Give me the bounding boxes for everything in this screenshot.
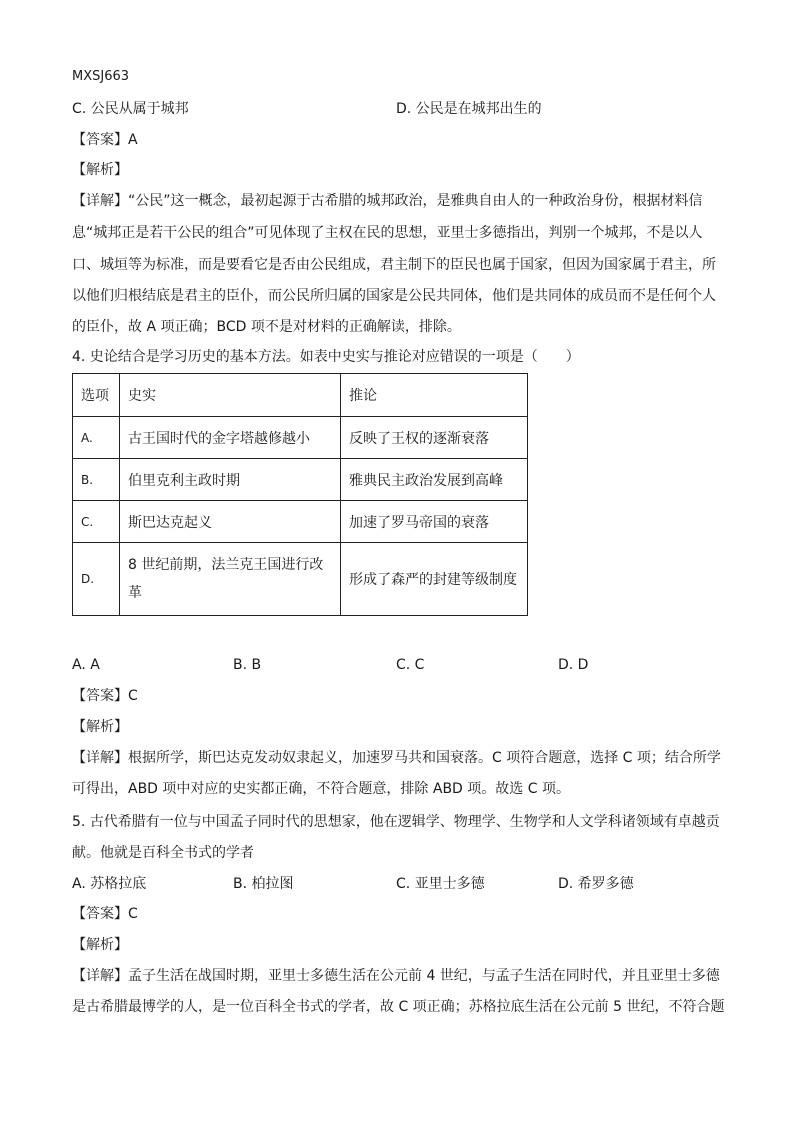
q3-option-d: D. 公民是在城邦出生的 <box>396 101 542 117</box>
q3-detail-line-4: 以他们归根结底是君主的臣仆，而公民所归属的国家是公民共同体，他们是共同体的成员而不是任何个人 <box>72 288 716 304</box>
table-row <box>73 501 528 543</box>
q4-option-d: D. D <box>558 657 589 673</box>
q5-answer <box>72 904 138 924</box>
detail-text: “公民”这一概念，最初起源于古希腊的城邦政治，是雅典自由人的一种政治身份，根据材料信 <box>128 193 703 209</box>
q4-option-c: C. C <box>396 657 425 673</box>
table-cell: D. <box>73 543 120 616</box>
q3-analysis-tag: 【解析】 <box>72 162 128 178</box>
table-header-cell: 选项 <box>73 374 120 417</box>
table-header-row <box>73 374 528 417</box>
detail-tag: 【详解】 <box>72 968 128 984</box>
q3-option-c: C. 公民从属于城邦 <box>72 101 189 117</box>
table-cell: B. <box>73 459 120 501</box>
q3-answer <box>72 130 138 150</box>
q5-option-b: B. 柏拉图 <box>233 876 294 892</box>
q3-detail-line-2: 息“城邦正是若干公民的组合”可见体现了主权在民的思想，亚里士多德指出，判别一个城邦，不是以人 <box>72 225 703 241</box>
q4-detail-line-2: 可得出，ABD 项中对应的史实都正确，不符合题意，排除 ABD 项。故选 C 项。 <box>72 781 570 797</box>
q3-detail-line-3: 口、城垣等为标准，而是要看它是否由公民组成，君主制下的臣民也属于国家，但因为国家属于君主，所 <box>72 257 716 273</box>
table-cell: 反映了王权的逐渐衰落 <box>341 417 528 459</box>
table-cell: 加速了罗马帝国的衰落 <box>341 501 528 543</box>
detail-tag: 【详解】 <box>72 750 128 766</box>
q4-detail-line-1 <box>72 748 721 768</box>
table-cell: 雅典民主政治发展到高峰 <box>341 459 528 501</box>
table-cell: C. <box>73 501 120 543</box>
q5-option-a: A. 苏格拉底 <box>72 876 147 892</box>
table-cell: 古王国时代的金字塔越修越小 <box>120 417 341 459</box>
table-row <box>73 459 528 501</box>
q4-option-b: B. B <box>233 657 262 673</box>
table-cell: 伯里克利主政时期 <box>120 459 341 501</box>
q5-detail-line-2: 是古希腊最博学的人，是一位百科全书式的学者，故 C 项正确；苏格拉底生活在公元前 5 世纪，不符合题 <box>72 999 725 1015</box>
q5-analysis-tag: 【解析】 <box>72 937 128 953</box>
detail-text: 根据所学，斯巴达克发动奴隶起义，加速罗马共和国衰落。C 项符合题意，选择 C 项；结合所学 <box>128 750 721 766</box>
table-row <box>73 417 528 459</box>
table-cell: 斯巴达克起义 <box>120 501 341 543</box>
q3-detail-line-5: 的臣仆，故 A 项正确；BCD 项不是对材料的正确解读，排除。 <box>72 319 461 335</box>
answer-value: C <box>128 688 138 704</box>
q4-answer <box>72 686 138 706</box>
detail-text: 孟子生活在战国时期，亚里士多德生活在公元前 4 世纪，与孟子生活在同时代，并且亚里士多德 <box>128 968 720 984</box>
q3-detail-line-1 <box>72 191 703 211</box>
q5-detail-line-1 <box>72 966 720 986</box>
q4-table <box>72 373 528 616</box>
answer-tag: 【答案】 <box>72 906 128 922</box>
q5-option-c: C. 亚里士多德 <box>396 876 485 892</box>
q4-stem: 4. 史论结合是学习历史的基本方法。如表中史实与推论对应错误的一项是（ ） <box>72 349 580 365</box>
q5-stem-line-1: 5. 古代希腊有一位与中国孟子同时代的思想家，他在逻辑学、物理学、生物学和人文学科诸领域有卓越贡 <box>72 814 720 830</box>
q4-option-a: A. A <box>72 657 100 673</box>
answer-tag: 【答案】 <box>72 132 128 148</box>
q5-option-d: D. 希罗多德 <box>558 876 634 892</box>
table-cell: 形成了森严的封建等级制度 <box>341 543 528 616</box>
answer-tag: 【答案】 <box>72 688 128 704</box>
detail-tag: 【详解】 <box>72 193 128 209</box>
answer-value: A <box>128 132 138 148</box>
q4-analysis-tag: 【解析】 <box>72 719 128 735</box>
table-header-cell: 推论 <box>341 374 528 417</box>
document-code: MXSJ663 <box>72 69 130 84</box>
table-cell: 8 世纪前期，法兰克王国进行改革 <box>120 543 341 616</box>
q5-stem-line-2: 献。他就是百科全书式的学者 <box>72 845 254 861</box>
table-header-cell: 史实 <box>120 374 341 417</box>
table-cell: A. <box>73 417 120 459</box>
answer-value: C <box>128 906 138 922</box>
table-row <box>73 543 528 616</box>
